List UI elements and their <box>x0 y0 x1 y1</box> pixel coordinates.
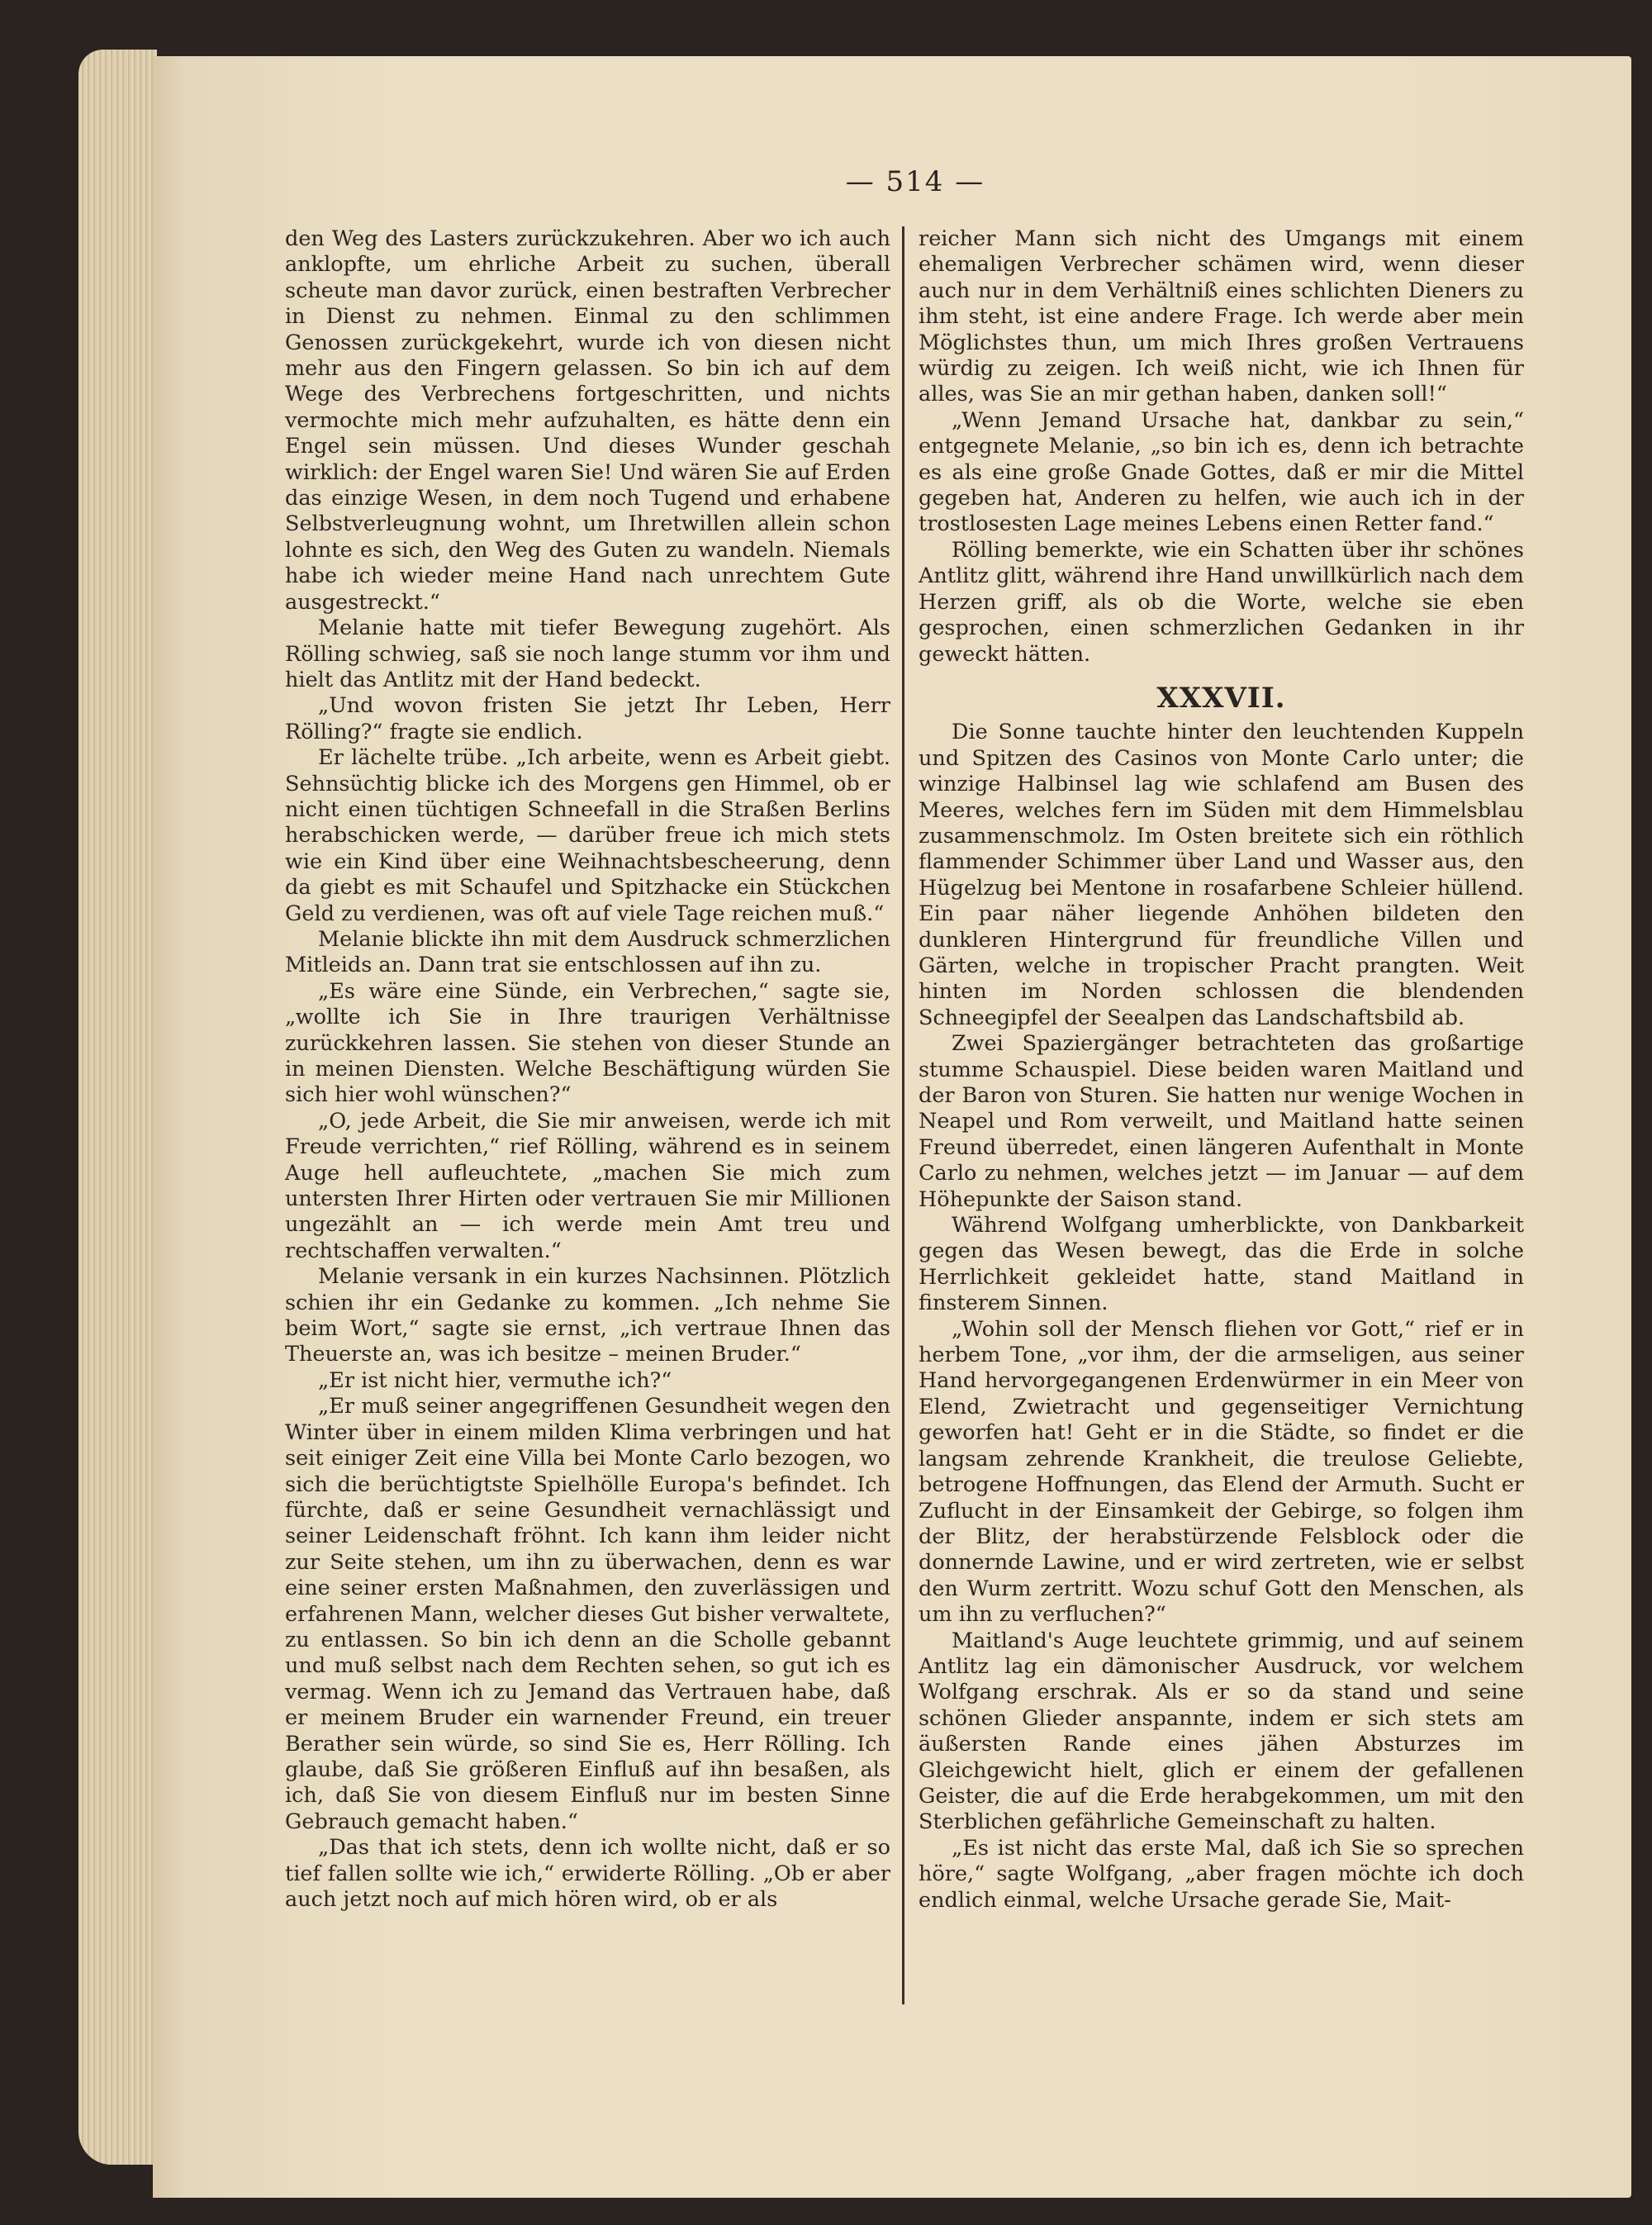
paragraph: Melanie blickte ihn mit dem Ausdruck schmerzlichen Mitleids an. Dann trat sie entschlossen auf ihn zu. <box>285 926 890 978</box>
left-column <box>285 226 890 1913</box>
paragraph: Melanie versank in ein kurzes Nachsinnen. Plötzlich schien ihr ein Gedanke zu kommen. „Ich nehme Sie beim Wort,“ sagte sie ernst, „ich vertraue Ihnen das Theuerste an, was ich besitze – meinen Bruder.“ <box>285 1264 890 1367</box>
paragraph: reicher Mann sich nicht des Umgangs mit einem ehemaligen Verbrecher schämen wird, wenn dieser auch nur in dem Verhältniß eines schlichten Dieners zu ihm steht, ist eine andere Frage. Ich werde aber mein Möglichstes thun, um mich Ihres großen Vertrauens würdig zu zeigen. Ich weiß nicht, wie ich Ihnen für alles, was Sie an mir gethan haben, danken soll!“ <box>919 226 1524 407</box>
paragraph: „Und wovon fristen Sie jetzt Ihr Leben, Herr Rölling?“ fragte sie endlich. <box>285 693 890 744</box>
page-number: — 514 — <box>845 165 985 198</box>
paragraph: Melanie hatte mit tiefer Bewegung zugehört. Als Rölling schwieg, saß sie noch lange stumm vor ihm und hielt das Antlitz mit der Hand bedeckt. <box>285 616 890 692</box>
column-divider <box>902 226 904 2004</box>
paragraph: Zwei Spaziergänger betrachteten das großartige stumme Schauspiel. Diese beiden waren Maitland und der Baron von Sturen. Sie hatten nur wenige Wochen in Neapel und Rom verweilt, und Maitland hatte seinen Freund überredet, einen längeren Aufenthalt in Monte Carlo zu nehmen, welches jetzt — im Januar — auf dem Höhepunkte der Saison stand. <box>919 1031 1524 1212</box>
paragraph: „Es wäre eine Sünde, ein Verbrechen,“ sagte sie, „wollte ich Sie in Ihre traurigen Verhältnisse zurückkehren lassen. Sie stehen von dieser Stunde an in meinen Diensten. Welche Beschäftigung würden Sie sich hier wohl wünschen?“ <box>285 978 890 1108</box>
paragraph: Die Sonne tauchte hinter den leuchtenden Kuppeln und Spitzen des Casinos von Monte Carlo unter; die winzige Halbinsel lag wie schlafend am Busen des Meeres, welches fern im Süden mit dem Himmelsblau zusammenschmolz. Im Osten breitete sich ein röthlich flammender Schimmer über Land und Wasser aus, den Hügelzug bei Mentone in rosafarbene Schleier hüllend. Ein paar näher liegende Anhöhen bildeten den dunkleren Hintergrund für freundliche Villen und Gärten, welche in tropischer Pracht prangten. Weit hinten im Norden schlossen die blendenden Schneegipfel der Seealpen das Landschaftsbild ab. <box>919 720 1524 1030</box>
paragraph: den Weg des Lasters zurückzukehren. Aber wo ich auch anklopfte, um ehrliche Arbeit zu suchen, überall scheute man davor zurück, einen bestraften Verbrecher in Dienst zu nehmen. Einmal zu den schlimmen Genossen zurückgekehrt, wurde ich von diesen nicht mehr aus den Fingern gelassen. So bin ich auf dem Wege des Verbrechens fortgeschritten, und nichts vermochte mich mehr aufzuhalten, es hätte denn ein Engel sein müssen. Und dieses Wunder geschah wirklich: der Engel waren Sie! Und wären Sie auf Erden das einzige Wesen, in dem noch Tugend und erhabene Selbstverleugnung wohnt, um Ihretwillen allein schon lohnte es sich, den Weg des Guten zu wandeln. Niemals habe ich wieder meine Hand nach unrechtem Gute ausgestreckt.“ <box>285 226 890 615</box>
right-column <box>919 226 1524 1914</box>
paragraph: „Das that ich stets, denn ich wollte nicht, daß er so tief fallen sollte wie ich,“ erwiderte Rölling. „Ob er aber auch jetzt noch auf mich hören wird, ob er als <box>285 1835 890 1912</box>
paragraph: Während Wolfgang umherblickte, von Dankbarkeit gegen das Wesen bewegt, das die Erde in solche Herrlichkeit gekleidet hatte, stand Maitland in finsterem Sinnen. <box>919 1213 1524 1316</box>
paragraph: „Wenn Jemand Ursache hat, dankbar zu sein,“ entgegnete Melanie, „so bin ich es, denn ich betrachte es als eine große Gnade Gottes, daß er mir die Mittel gegeben hat, Anderen zu helfen, wie auch ich in der trostlosesten Lage meines Lebens einen Retter fand.“ <box>919 407 1524 537</box>
paragraph: „Wohin soll der Mensch fliehen vor Gott,“ rief er in herbem Tone, „vor ihm, der die armseligen, aus seiner Hand hervorgegangenen Erdenwürmer in ein Meer von Elend, Zwietracht und gegenseitiger Vernichtung geworfen hat! Geht er in die Städte, so findet er die langsam zehrende Krankheit, die treulose Geliebte, betrogene Hoffnungen, das Elend der Armuth. Sucht er Zuflucht in der Einsamkeit der Gebirge, so folgen ihm der Blitz, der herabstürzende Felsblock oder die donnernde Lawine, und er wird zertreten, wie er selbst den Wurm zertritt. Wozu schuf Gott den Menschen, als um ihn zu verfluchen?“ <box>919 1316 1524 1628</box>
paragraph: Maitland's Auge leuchtete grimmig, und auf seinem Antlitz lag ein dämonischer Ausdruck, vor welchem Wolfgang erschrak. Als er so da stand und seine schönen Glieder anspannte, indem er sich stets am äußersten Rande eines jähen Absturzes im Gleichgewicht hielt, glich er einem der gefallenen Geister, die auf die Erde herabgekommen, um mit den Sterblichen gefährliche Gemeinschaft zu halten. <box>919 1628 1524 1835</box>
chapter-heading: XXXVII. <box>1156 681 1286 715</box>
paragraph: „Er muß seiner angegriffenen Gesundheit wegen den Winter über in einem milden Klima verbringen und hat seit einiger Zeit eine Villa bei Monte Carlo bezogen, wo sich die berüchtigtste Spielhölle Europa's befindet. Ich fürchte, daß er seine Gesundheit vernachlässigt und seiner Leidenschaft fröhnt. Ich kann ihm leider nicht zur Seite stehen, um ihn zu überwachen, denn es war eine seiner ersten Maßnahmen, den zuverlässigen und erfahrenen Mann, welcher dieses Gut bisher verwaltete, zu entlassen. So bin ich denn an die Scholle gebannt und muß selbst nach dem Rechten sehen, so gut ich es vermag. Wenn ich zu Jemand das Vertrauen habe, daß er meinem Bruder ein warnender Freund, ein treuer Berather sein würde, so sind Sie es, Herr Rölling. Ich glaube, daß Sie größeren Einfluß auf ihn besaßen, als ich, daß Sie von diesem Einfluß nur im besten Sinne Gebrauch gemacht haben.“ <box>285 1394 890 1834</box>
paragraph: „Er ist nicht hier, vermuthe ich?“ <box>318 1367 672 1393</box>
paragraph: Er lächelte trübe. „Ich arbeite, wenn es Arbeit giebt. Sehnsüchtig blicke ich des Morgens gen Himmel, ob er nicht einen tüchtigen Schneefall in die Straßen Berlins herabschicken werde, — darüber freue ich mich stets wie ein Kind über eine Weihnachtsbescheerung, denn da giebt es mit Schaufel und Spitzhacke ein Stückchen Geld zu verdienen, was oft auf viele Tage reichen muß.“ <box>285 745 890 926</box>
book-page-edges <box>78 50 157 2165</box>
paragraph: Rölling bemerkte, wie ein Schatten über ihr schönes Antlitz glitt, während ihre Hand unwillkürlich nach dem Herzen griff, als ob die Worte, welche sie eben gesprochen, einen schmerzlichen Gedanken in ihr geweckt hätten. <box>919 537 1524 667</box>
paragraph: „Es ist nicht das erste Mal, daß ich Sie so sprechen höre,“ sagte Wolfgang, „aber fragen möchte ich doch endlich einmal, welche Ursache gerade Sie, Mait- <box>919 1835 1524 1913</box>
paragraph: „O, jede Arbeit, die Sie mir anweisen, werde ich mit Freude verrichten,“ rief Rölling, während es in seinem Auge hell aufleuchtete, „machen Sie mich zum untersten Ihrer Hirten oder vertrauen Sie mir Millionen ungezählt an — ich werde mein Amt treu und rechtschaffen verwalten.“ <box>285 1108 890 1263</box>
